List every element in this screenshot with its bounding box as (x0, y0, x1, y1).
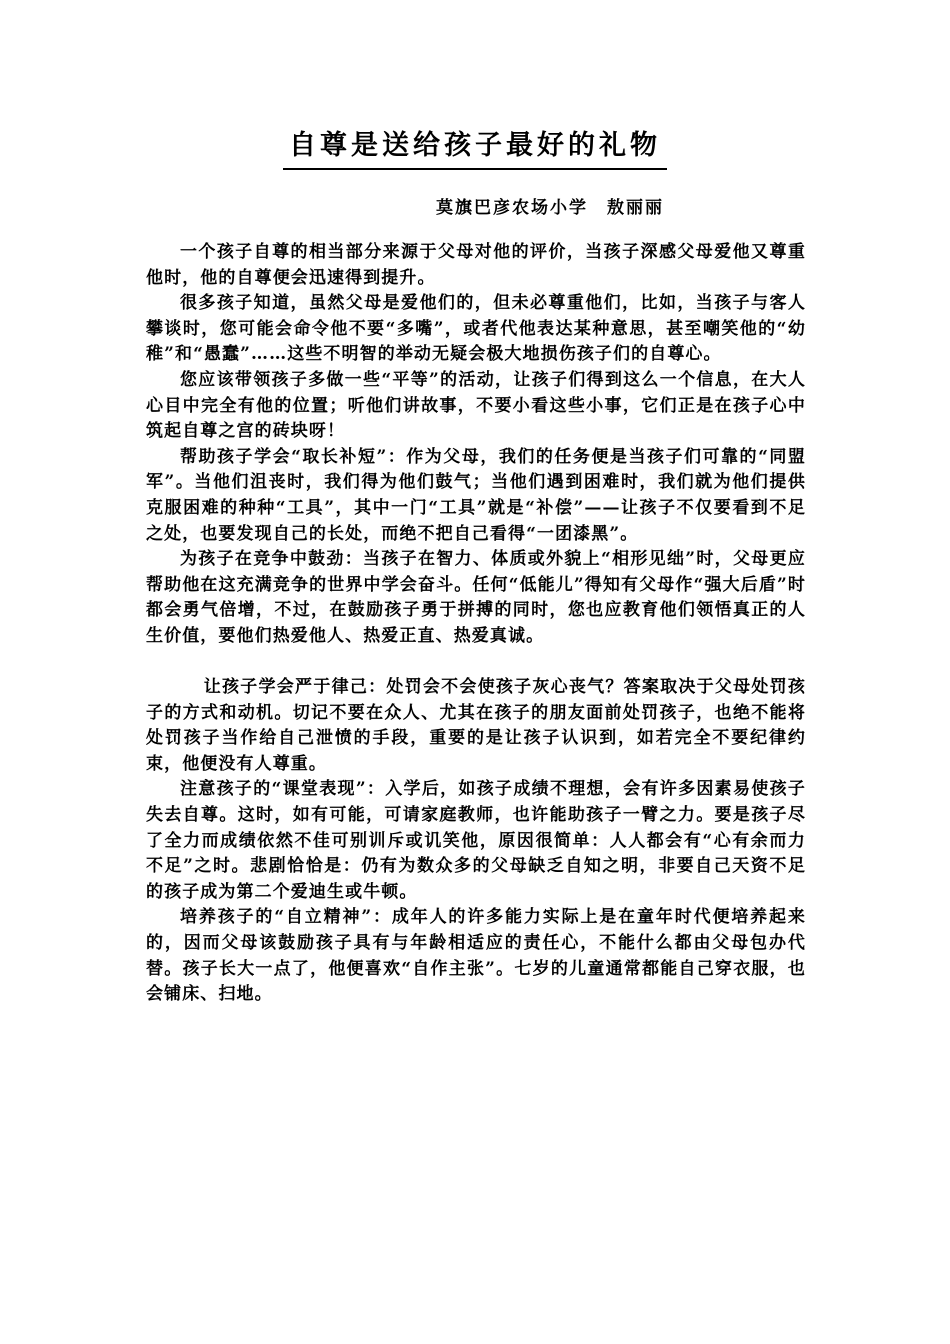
paragraph-1: 一个孩子自尊的相当部分来源于父母对他的评价，当孩子深感父母爱他又尊重他时，他的自尊便会迅速得到提升。 (146, 242, 806, 288)
paragraph-6: 让孩子学会严于律己：处罚会不会使孩子灰心丧气？答案取决于父母处罚孩子的方式和动机。切记不要在众人、尤其在孩子的朋友面前处罚孩子，也绝不能将处罚孩子当作给自己泄愤的手段，重要的是让孩子认识到，如若完全不要纪律约束，他便没有人尊重。 (146, 677, 806, 774)
document-body (146, 240, 806, 1008)
paragraph-3: 您应该带领孩子多做一些“平等”的活动，让孩子们得到这么一个信息，在大人心目中完全有他的位置；听他们讲故事，不要小看这些小事，它们正是在孩子心中筑起自尊之宫的砖块呀！ (146, 369, 806, 442)
paragraph-7: 注意孩子的“课堂表现”：入学后，如孩子成绩不理想，会有许多因素易使孩子失去自尊。这时，如有可能，可请家庭教师，也许能助孩子一臂之力。要是孩子尽了全力而成绩依然不佳可别训斥或讥笑他，原因很简单：人人都会有“心有余而力不足”之时。悲剧恰恰是：仍有为数众多的父母缺乏自知之明，非要自己天资不足的孩子成为第二个爱迪生或牛顿。 (146, 779, 806, 902)
document-byline: 莫旗巴彦农场小学 敖丽丽 (436, 198, 664, 218)
paragraph-5: 为孩子在竞争中鼓劲：当孩子在智力、体质或外貌上“相形见绌”时，父母更应帮助他在这充满竞争的世界中学会奋斗。任何“低能儿”得知有父母作“强大后盾”时都会勇气倍增，不过，在鼓励孩子勇于拼搏的同时，您也应教育他们领悟真正的人生价值，要他们热爱他人、热爱正直、热爱真诚。 (146, 549, 806, 646)
paragraph-4: 帮助孩子学会“取长补短”：作为父母，我们的任务便是当孩子们可靠的“同盟军”。当他们沮丧时，我们得为他们鼓气；当他们遇到困难时，我们就为他们提供克服困难的种种“工具”，其中一门“工具”就是“补偿”——让孩子不仅要看到不足之处，也要发现自己的长处，而绝不把自己看得“一团漆黑”。 (146, 446, 806, 544)
paragraph-8: 培养孩子的“自立精神”：成年人的许多能力实际上是在童年时代便培养起来的，因而父母该鼓励孩子具有与年龄相适应的责任心，不能什么都由父母包办代替。孩子长大一点了，他便喜欢“自作主张”。七岁的儿童通常都能自己穿衣服，也会铺床、扫地。 (146, 907, 806, 1005)
document-title-text: 自尊是送给孩子最好的礼物 (283, 126, 667, 170)
paragraph-gap (146, 650, 806, 676)
document-title (0, 126, 950, 170)
paragraph-2: 很多孩子知道，虽然父母是爱他们的，但未必尊重他们，比如，当孩子与客人攀谈时，您可能会命令他不要“多嘴”，或者代他表达某种意思，甚至嘲笑他的“幼稚”和“愚蠢”……这些不明智的举动无疑会极大地损伤孩子们的自尊心。 (146, 293, 806, 365)
